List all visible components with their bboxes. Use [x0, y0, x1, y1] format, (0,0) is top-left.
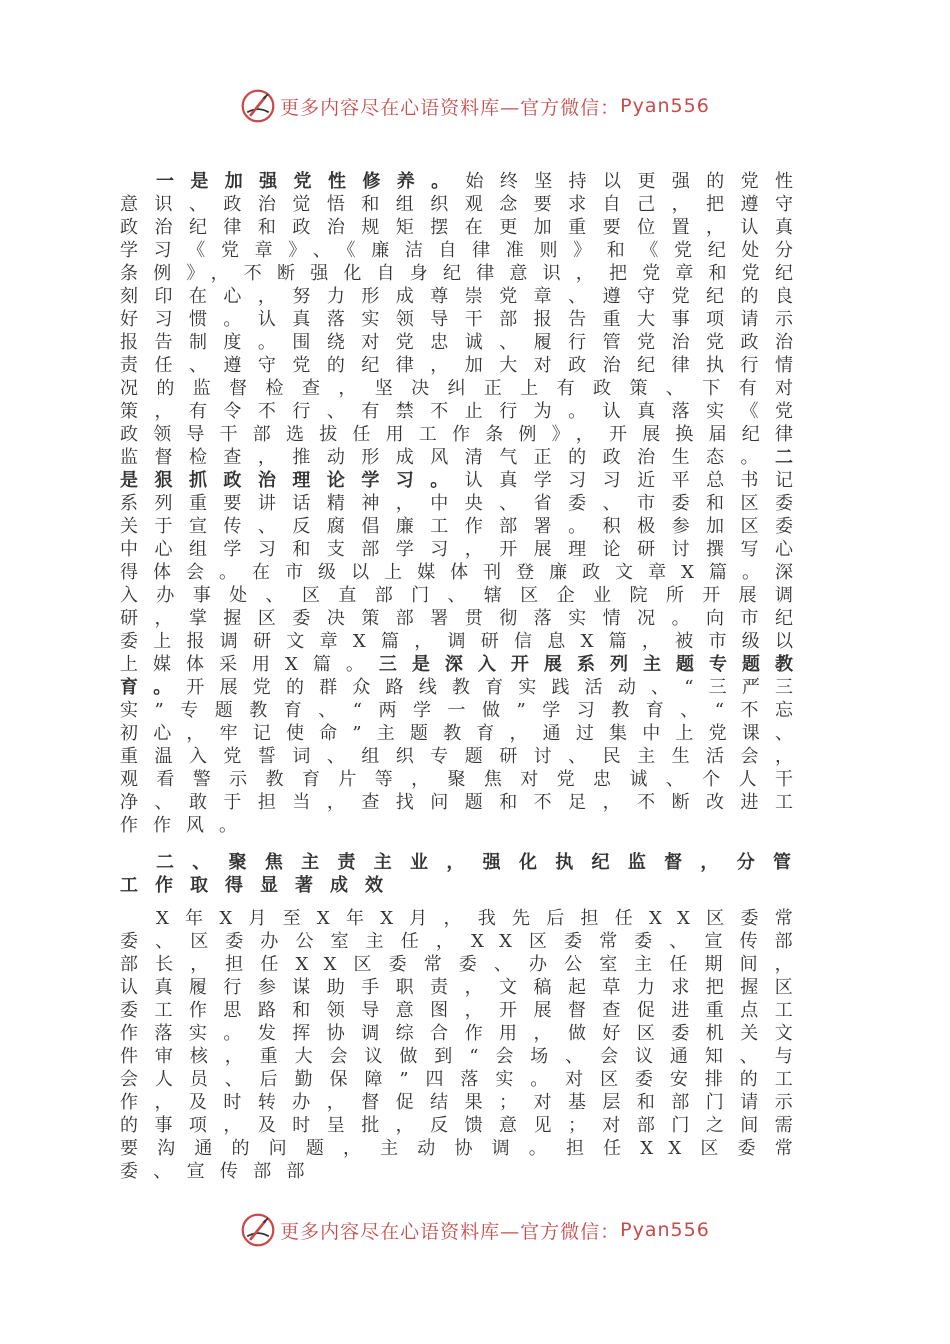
paragraph-work-history: X年X月至X年X月，我先后担任XX区委常委、区委办公室主任，XX区委常委、宣传部部长，担任XX区委常委、办公室主任期间，认真履行参谋助手职责，文稿起草力求把握区委工作思路和领导意图，开展督查促进重点工作落实。发挥协调综合作用，做好区委机关文件审核，重大会议做到“会场、会议通知、与会人员、后勤保障”四落实。对区委安排的工作，及时转办，督促结果；对基层和部门请示的事项，及时呈批，反馈意见；对部门之间需要沟通的问题，主动协调。担任XX区委常委、宣传部部 [120, 908, 808, 1182]
pen-book-logo-icon [240, 1212, 276, 1248]
watermark-text: 更多内容尽在心语资料库—官方微信： [280, 1220, 621, 1243]
section-heading-2: 二、聚焦主责主业，强化执纪监督，分管工作取得显著成效 [120, 852, 808, 896]
watermark-id: Pyan556 [620, 1219, 710, 1241]
point-heading-3: 三是深入开展系列主题专题教育。 [120, 654, 808, 698]
point-text-3: 开展党的群众路线教育实践活动、“三严三实”专题教育、“两学一做”学习教育、“不忘初心，牢记使命”主题教育，通过集中上党课、重温入党誓词、组织专题研讨、民主生活会，观看警示教育片等，聚焦对党忠诚、个人干净、敢于担当，查找问题和不足，不断改进工作作风。 [120, 677, 809, 836]
point-heading-2: 二是狠抓政治理论学习。 [120, 447, 808, 491]
watermark-text: 更多内容尽在心语资料库—官方微信： [280, 96, 621, 119]
point-text-2: 认真学习习近平总书记系列重要讲话精神，中央、省委、市委和区委关于宣传、反腐倡廉工作部署。积极参加区委中心组学习和支部学习，开展理论研讨撰写心得体会。在市级以上媒体刊登廉政文章X篇。深入办事处、区直部门、辖区企业院所开展调研，掌握区委决策部署贯彻落实情况。向市纪委上报调研文章X篇，调研信息X篇，被市级以上媒体采用X篇。 [120, 470, 809, 675]
document-body [120, 170, 808, 1183]
watermark-top [0, 86, 950, 126]
watermark-bottom [0, 1210, 950, 1250]
pen-book-logo-icon [240, 88, 276, 124]
point-text-1: 始终坚持以更强的党性意识、政治觉悟和组织观念要求自己，把遵守政治纪律和政治规矩摆在更加重要位置，认真学习《党章》、《廉洁自律准则》和《党纪处分条例》，不断强化自身纪律意识，把党章和党纪刻印在心，努力形成尊崇党章、遵守党纪的良好习惯。认真落实领导干部报告重大事项请示报告制度。围绕对党忠诚、履行管党治党政治责任、遵守党的纪律，加大对政治纪律执行情况的监督检查，坚决纠正上有政策、下有对策，有令不行、有禁不止行为。认真落实《党政领导干部选拔任用工作条例》，开展换届纪律监督检查，推动形成风清气正的政治生态。 [120, 171, 808, 468]
point-heading-1: 一是加强党性修养。 [156, 171, 466, 192]
watermark-id: Pyan556 [620, 95, 710, 117]
paragraph-party-spirit [120, 170, 808, 837]
